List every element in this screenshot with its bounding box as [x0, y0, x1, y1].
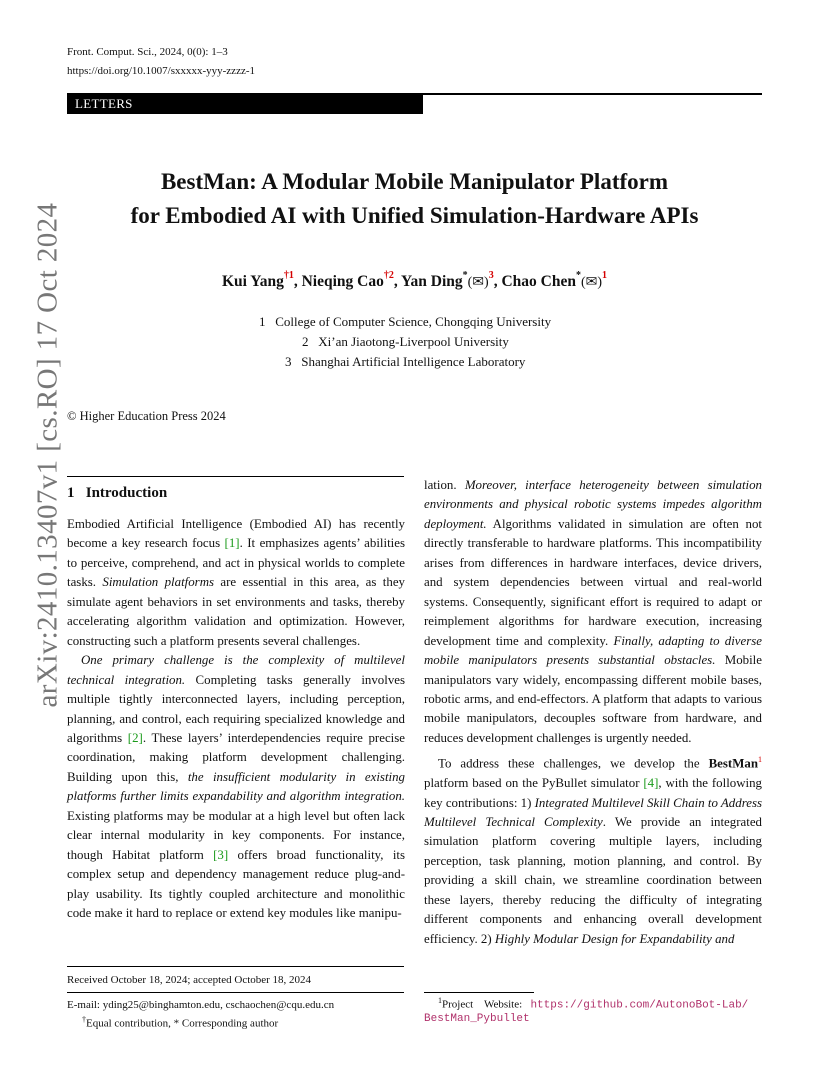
affiliation-num: 3	[285, 354, 292, 369]
citation-link[interactable]: [2]	[127, 730, 143, 745]
author-mark: *	[575, 270, 581, 281]
mail-icon: (✉)	[467, 275, 489, 290]
citation-link[interactable]: [3]	[213, 847, 229, 862]
project-url[interactable]: BestMan_Pybullet	[424, 1013, 530, 1025]
footer-rule	[67, 992, 404, 993]
author-mark: †	[283, 270, 289, 281]
author-name: Yan Ding	[401, 273, 463, 290]
author-mark: †	[383, 270, 389, 281]
footer-rule	[67, 966, 404, 967]
author-affil-num: 3	[488, 270, 494, 281]
footnote-label: Project Website:	[442, 998, 523, 1011]
author-list: Kui Yang$^{\dagger 1}$, Nieqing Cao$^{\dagger 2}$, Yan Ding*(✉)$^3$, Chao Chen*(✉)$^1$	[221, 270, 608, 290]
right-column-text	[424, 476, 762, 949]
project-url[interactable]: https://github.com/AutonoBot-Lab/	[530, 999, 749, 1012]
section-label: LETTERS	[75, 96, 133, 111]
citation-link[interactable]: [4]	[643, 776, 659, 791]
author-note	[82, 1012, 278, 1032]
citation-link[interactable]: [1]	[224, 536, 240, 551]
contact-email[interactable]: E-mail: yding25@binghamton.edu, cschaochen@cqu.edu.cn	[67, 999, 335, 1011]
section-label-bar	[67, 93, 423, 114]
paper-title-line1: BestMan: A Modular Mobile Manipulator Platform	[160, 169, 669, 194]
author-affil-num: 1	[288, 270, 294, 281]
arxiv-stamp: arXiv:2410.13407v1 [cs.RO] 17 Oct 2024	[31, 202, 64, 708]
footnote-number: 1	[438, 996, 442, 1005]
copyright: © Higher Education Press 2024	[67, 409, 226, 423]
paragraph: One primary challenge is the complexity of multilevel technical integration. Completing tasks generally involves multiple tightly interconnected layers, including perception, planning, and control, each requiring specialized knowledge and algorithms [2]. These layers’ interdependencies require precise coordination, making platform development challenging. Building upon this, the insufficient modularity in existing platforms further limits expandability and algorithm integration. Existing platforms may be modular at a high level but often lack clear internal modularity in key components. For instance, though Habitat platform [3] offers broad functionality, its complex setup and dependency management reduce plug-and-play usability. Its tightly coupled architecture and monolithic code make it hard to replace or extend key modules like manipu-	[67, 653, 406, 921]
section-number: 1	[67, 485, 75, 501]
paragraph: To address these challenges, we develop the BestMan$^1$ platform based on the PyBullet simulator [4], with the following key contributions: 1) Integrated Multilevel Skill Chain to Address Multilevel Technical Complexity. We provide an integrated simulation platform covering multiple layers, including perception, task planning, motion planning, and control. By providing a skill chain, we streamline coordination between these layers, thereby reducing the difficulty of integrating different components and enhancing overall development efficiency. 2) Highly Modular Design for Expandability and	[424, 755, 763, 946]
author-name: Chao Chen	[501, 273, 576, 290]
author-affil-num: 1	[602, 270, 608, 281]
affiliation-text: Xi’an Jiaotong-Liverpool University	[318, 334, 509, 349]
column-rule	[67, 476, 404, 477]
header-rule	[423, 93, 762, 95]
affiliation	[285, 352, 525, 372]
affiliation	[259, 312, 551, 332]
paragraph: lation. Moreover, interface heterogeneity between simulation environments and physical robotic systems impedes algorithm deployment. Algorithms validated in simulation are often not directly transferable to hardware platforms. This incompatibility arises from differences in hardware interfaces, device drivers, and system dependencies between virtual and real-world systems. Consequently, significant effort is required to adapt or reimplement algorithms for hardware execution, increasing development time and complexity. Finally, adapting to diverse mobile manipulators presents substantial obstacles. Mobile manipulators vary widely, encompassing different mobile bases, robotic arms, and end-effectors. A platform that adapts to various mobile manipulators, decouples software from hardware, and reduces development challenges is urgently needed.	[424, 478, 763, 745]
received-date: Received October 18, 2024; accepted October 18, 2024	[67, 974, 312, 986]
doi-link[interactable]: https://doi.org/10.1007/sxxxxx-yyy-zzzz-1	[67, 65, 255, 77]
affiliation-num: 2	[302, 334, 309, 349]
paper-title-line2: for Embodied AI with Unified Simulation-Hardware APIs	[130, 203, 699, 228]
author-name: Nieqing Cao	[301, 273, 384, 290]
affiliation-text: College of Computer Science, Chongqing University	[275, 314, 552, 329]
footnote-mark[interactable]: 1	[758, 755, 762, 765]
section-title: Introduction	[85, 485, 168, 501]
author-mark: *	[462, 270, 468, 281]
mail-icon: (✉)	[580, 275, 603, 290]
author-note-mark: †	[82, 1015, 86, 1024]
author-name: Kui Yang	[221, 273, 284, 290]
affiliation-num: 1	[259, 314, 266, 329]
paragraph: Embodied Artificial Intelligence (Embodied AI) has recently become a key research focus [1]. It emphasizes agents’ abilities to perceive, comprehend, and act in physical worlds to complete tasks. Simulation platforms are essential in this area, as they simulate agent behaviors in set environments and tasks, thereby accelerating algorithm validation and optimization. However, constructing such a platform presents several challenges.	[67, 517, 405, 648]
section-heading	[67, 485, 167, 502]
journal-citation: Front. Comput. Sci., 2024, 0(0): 1–3	[67, 46, 228, 58]
footnote-url-cont	[424, 1010, 530, 1027]
affiliation	[302, 332, 509, 352]
affiliation-text: Shanghai Artificial Intelligence Laboratory	[301, 354, 526, 369]
author-affil-num: 2	[388, 270, 394, 281]
author-note-text: Equal contribution, * Corresponding author	[86, 1017, 279, 1030]
left-column-text	[67, 515, 405, 924]
